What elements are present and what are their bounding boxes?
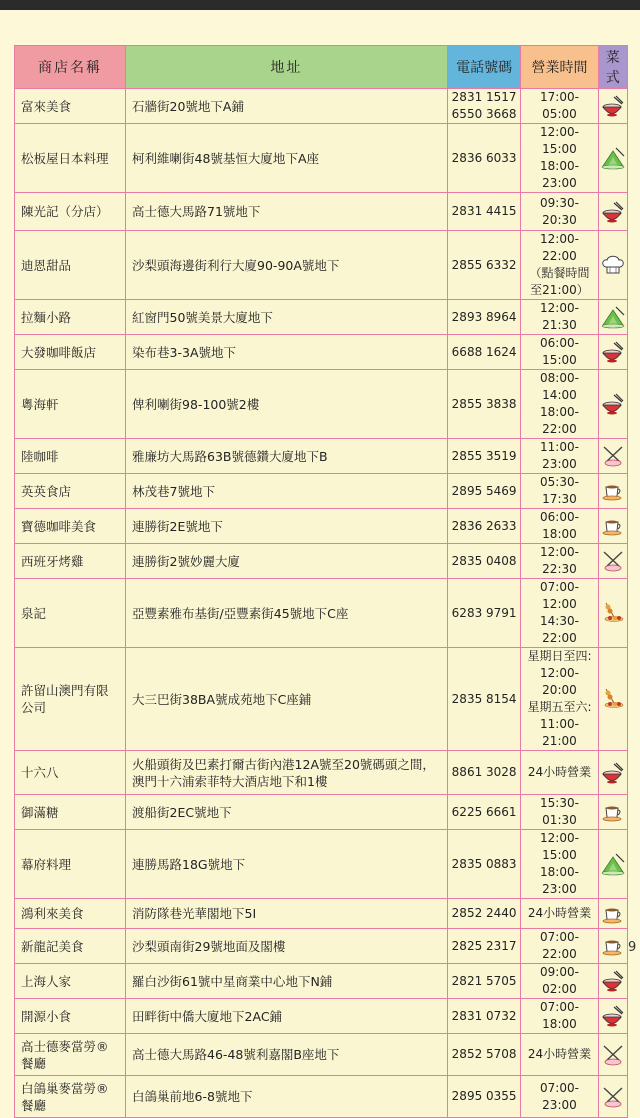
cutlery-plate-icon	[599, 1043, 628, 1067]
cell-phone: 2855 3519	[447, 439, 521, 474]
cell-name: 陳光記（分店）	[15, 193, 126, 231]
cell-name: 十六八	[15, 751, 126, 795]
cell-name: 拉麵小路	[15, 300, 126, 335]
page-number: 9	[628, 940, 637, 955]
cell-hours: 17:00-05:00	[521, 89, 598, 124]
cell-name: 高士德麥當勞®餐廳	[15, 1034, 126, 1076]
cell-phone: 2852 5708	[447, 1034, 521, 1076]
table-row	[15, 124, 628, 193]
skewer-snack-icon	[599, 687, 628, 711]
cell-hours: 09:00-02:00	[521, 964, 598, 999]
cell-name: 泉記	[15, 579, 126, 648]
table-row	[15, 648, 628, 751]
cell-dish	[598, 751, 628, 795]
cell-hours: 07:00-18:00	[521, 999, 598, 1034]
cell-phone: 2836 2633	[447, 509, 521, 544]
cell-dish	[598, 370, 628, 439]
cell-hours: 07:00-23:00	[521, 1076, 598, 1118]
cell-phone: 2835 0883	[447, 830, 521, 899]
cell-dish	[598, 648, 628, 751]
cell-hours: 12:00-21:30	[521, 300, 598, 335]
red-bowl-icon	[599, 969, 628, 993]
cell-name: 白鴿巢麥當勞®餐廳	[15, 1076, 126, 1118]
cell-dish	[598, 795, 628, 830]
cell-phone: 2895 0355	[447, 1076, 521, 1118]
cell-name: 迪恩甜品	[15, 231, 126, 300]
cell-phone: 2893 8964	[447, 300, 521, 335]
cell-address: 沙梨頭海邊街利行大廈90-90A號地下	[126, 231, 448, 300]
cell-name: 許留山澳門有限公司	[15, 648, 126, 751]
table-row	[15, 1076, 628, 1118]
cell-phone: 2825 2317	[447, 929, 521, 964]
table-row	[15, 964, 628, 999]
green-sushi-icon	[599, 852, 628, 876]
cell-dish	[598, 124, 628, 193]
cell-phone: 2831 1517 6550 3668	[447, 89, 521, 124]
red-bowl-icon	[599, 340, 628, 364]
cell-address: 渡船街2EC號地下	[126, 795, 448, 830]
cell-phone: 2831 4415	[447, 193, 521, 231]
table-header-row	[15, 46, 628, 89]
cell-hours: 11:00-23:00	[521, 439, 598, 474]
cell-phone: 6283 9791	[447, 579, 521, 648]
cell-phone: 8861 3028	[447, 751, 521, 795]
cell-hours: 星期日至四: 12:00-20:00 星期五至六: 11:00-21:00	[521, 648, 598, 751]
table-row	[15, 335, 628, 370]
cell-dish	[598, 964, 628, 999]
cell-name: 御滿糖	[15, 795, 126, 830]
cell-address: 高士德大馬路71號地下	[126, 193, 448, 231]
table-row	[15, 544, 628, 579]
header-phone: 電話號碼	[447, 46, 521, 89]
cell-address: 石牆街20號地下A鋪	[126, 89, 448, 124]
coffee-cup-icon	[599, 934, 628, 958]
cell-phone: 2852 2440	[447, 899, 521, 929]
cell-address: 大三巴街38BA號成苑地下C座鋪	[126, 648, 448, 751]
cell-phone: 2895 5469	[447, 474, 521, 509]
cell-name: 寶德咖啡美食	[15, 509, 126, 544]
cell-address: 沙梨頭南街29號地面及閣樓	[126, 929, 448, 964]
restaurant-table	[14, 45, 628, 1118]
cell-dish	[598, 474, 628, 509]
cell-phone: 2835 0408	[447, 544, 521, 579]
table-row	[15, 795, 628, 830]
header-address: 地址	[126, 46, 448, 89]
cell-address: 高士德大馬路46-48號利嘉閣B座地下	[126, 1034, 448, 1076]
cutlery-plate-icon	[599, 549, 628, 573]
cell-hours: 07:00-22:00	[521, 929, 598, 964]
cell-name: 西班牙烤雞	[15, 544, 126, 579]
top-bar	[0, 0, 640, 10]
cell-name: 鴻利來美食	[15, 899, 126, 929]
cell-hours: 12:00-15:00 18:00-23:00	[521, 830, 598, 899]
cell-dish	[598, 899, 628, 929]
cell-name: 幕府料理	[15, 830, 126, 899]
cell-phone: 2831 0732	[447, 999, 521, 1034]
skewer-snack-icon	[599, 601, 628, 625]
cell-address: 雅廉坊大馬路63B號德鑽大廈地下B	[126, 439, 448, 474]
table-row	[15, 929, 628, 964]
table-row	[15, 751, 628, 795]
red-bowl-icon	[599, 94, 628, 118]
cell-address: 亞豐素雅布基街/亞豐素街45號地下C座	[126, 579, 448, 648]
cell-dish	[598, 231, 628, 300]
cell-phone: 2835 8154	[447, 648, 521, 751]
cell-hours: 24小時營業	[521, 751, 598, 795]
cell-hours: 24小時營業	[521, 899, 598, 929]
cell-dish	[598, 439, 628, 474]
cell-address: 羅白沙街61號中星商業中心地下N鋪	[126, 964, 448, 999]
cell-hours: 12:00-22:30	[521, 544, 598, 579]
cell-phone: 2836 6033	[447, 124, 521, 193]
cell-dish	[598, 579, 628, 648]
table-row	[15, 231, 628, 300]
cell-hours: 07:00-12:00 14:30-22:00	[521, 579, 598, 648]
cell-name: 上海人家	[15, 964, 126, 999]
red-bowl-icon	[599, 392, 628, 416]
cell-hours: 24小時營業	[521, 1034, 598, 1076]
cell-name: 富來美食	[15, 89, 126, 124]
header-dish: 菜式	[598, 46, 628, 89]
red-bowl-icon	[599, 200, 628, 224]
cell-address: 林茂巷7號地下	[126, 474, 448, 509]
cell-address: 紅窗門50號美景大廈地下	[126, 300, 448, 335]
table-row	[15, 1034, 628, 1076]
coffee-cup-icon	[599, 479, 628, 503]
green-sushi-icon	[599, 146, 628, 170]
cell-hours: 12:00-22:00 （點餐時間 至21:00）	[521, 231, 598, 300]
cell-hours: 12:00-15:00 18:00-23:00	[521, 124, 598, 193]
cell-phone: 2855 6332	[447, 231, 521, 300]
cell-dish	[598, 1076, 628, 1118]
cell-hours: 09:30-20:30	[521, 193, 598, 231]
cell-name: 松板屋日本料理	[15, 124, 126, 193]
cell-hours: 06:00-18:00	[521, 509, 598, 544]
coffee-cup-icon	[599, 800, 628, 824]
cell-phone: 2855 3838	[447, 370, 521, 439]
cell-dish	[598, 300, 628, 335]
cell-address: 柯利維喇街48號基恒大廈地下A座	[126, 124, 448, 193]
cell-dish	[598, 335, 628, 370]
table-row	[15, 899, 628, 929]
cell-address: 白鴿巢前地6-8號地下	[126, 1076, 448, 1118]
cell-dish	[598, 929, 628, 964]
table-row	[15, 509, 628, 544]
cell-hours: 08:00-14:00 18:00-22:00	[521, 370, 598, 439]
cell-address: 消防隊巷光華閣地下5I	[126, 899, 448, 929]
table-row	[15, 579, 628, 648]
table-row	[15, 300, 628, 335]
table-row	[15, 193, 628, 231]
cell-address: 連勝街2號妙麗大廈	[126, 544, 448, 579]
table-row	[15, 999, 628, 1034]
green-sushi-icon	[599, 305, 628, 329]
cell-dish	[598, 193, 628, 231]
cell-hours: 06:00-15:00	[521, 335, 598, 370]
cell-phone: 6688 1624	[447, 335, 521, 370]
cell-phone: 6225 6661	[447, 795, 521, 830]
table-row	[15, 370, 628, 439]
cell-name: 粵海軒	[15, 370, 126, 439]
cell-dish	[598, 89, 628, 124]
cell-dish	[598, 509, 628, 544]
cell-address: 連勝馬路18G號地下	[126, 830, 448, 899]
table-row	[15, 89, 628, 124]
table-row	[15, 474, 628, 509]
cell-name: 大發咖啡飯店	[15, 335, 126, 370]
header-name: 商店名稱	[15, 46, 126, 89]
cell-address: 染布巷3-3A號地下	[126, 335, 448, 370]
cell-address: 火船頭街及巴素打爾古街內港12A號至20號碼頭之間，澳門十六浦索菲特大酒店地下和1樓	[126, 751, 448, 795]
cutlery-plate-icon	[599, 1085, 628, 1109]
cell-hours: 15:30-01:30	[521, 795, 598, 830]
cell-address: 俾利喇街98-100號2樓	[126, 370, 448, 439]
cell-phone: 2821 5705	[447, 964, 521, 999]
cell-address: 田畔街中僑大廈地下2AC鋪	[126, 999, 448, 1034]
chef-hat-icon	[599, 253, 628, 277]
cell-name: 新龍記美食	[15, 929, 126, 964]
red-bowl-icon	[599, 761, 628, 785]
cell-address: 連勝街2E號地下	[126, 509, 448, 544]
cell-name: 開源小食	[15, 999, 126, 1034]
cell-name: 英英食店	[15, 474, 126, 509]
red-bowl-icon	[599, 1004, 628, 1028]
cell-dish	[598, 830, 628, 899]
cutlery-plate-icon	[599, 444, 628, 468]
coffee-cup-icon	[599, 902, 628, 926]
cell-hours: 05:30-17:30	[521, 474, 598, 509]
cell-dish	[598, 1034, 628, 1076]
table-row	[15, 830, 628, 899]
cell-dish	[598, 999, 628, 1034]
header-hours: 營業時間	[521, 46, 598, 89]
table-row	[15, 439, 628, 474]
cell-name: 陸咖啡	[15, 439, 126, 474]
cell-dish	[598, 544, 628, 579]
coffee-cup-icon	[599, 514, 628, 538]
